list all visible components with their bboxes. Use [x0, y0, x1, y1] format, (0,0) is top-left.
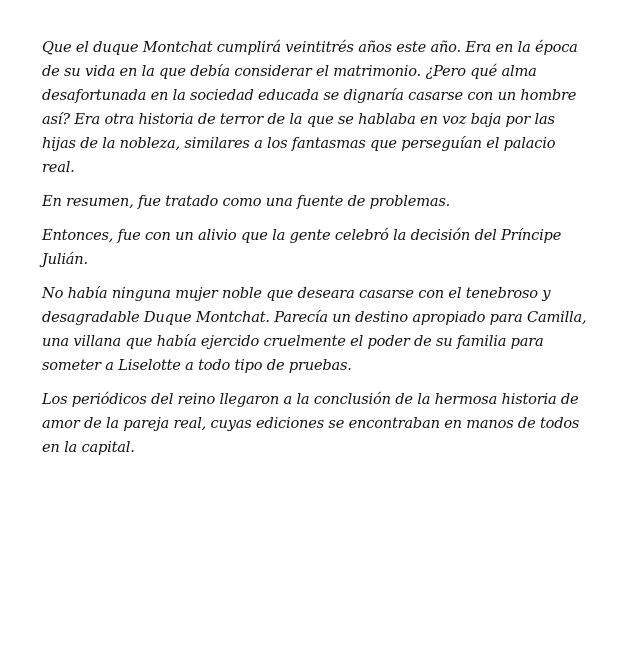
paragraph: En resumen, fue tratado como una fuente de problemas. — [42, 193, 451, 210]
paragraph: Que el duque Montchat cumplirá veintitrés años este año. Era en la época de su vida en la que debía considerar el matrimonio. ¿Pero qué alma desafortunada en la sociedad educada se dignaría casarse con un hombre así? Era otra historia de terror de la que se hablaba en voz baja por las hijas de la nobleza, similares a los fantasmas que perseguían el palacio real. — [42, 39, 578, 176]
paragraph: No había ninguna mujer noble que deseara casarse con el tenebroso y desagradable Duque Montchat. Parecía un destino apropiado para Camilla, una villana que había ejercido cruelmente el poder de su familia para someter a Liselotte a todo tipo de pruebas. — [42, 285, 587, 374]
document-body — [42, 36, 591, 460]
paragraph: Entonces, fue con un alivio que la gente celebró la decisión del Príncipe Julián. — [42, 227, 562, 268]
paragraph: Los periódicos del reino llegaron a la conclusión de la hermosa historia de amor de la pareja real, cuyas ediciones se encontraban en manos de todos en la capital. — [42, 391, 580, 456]
